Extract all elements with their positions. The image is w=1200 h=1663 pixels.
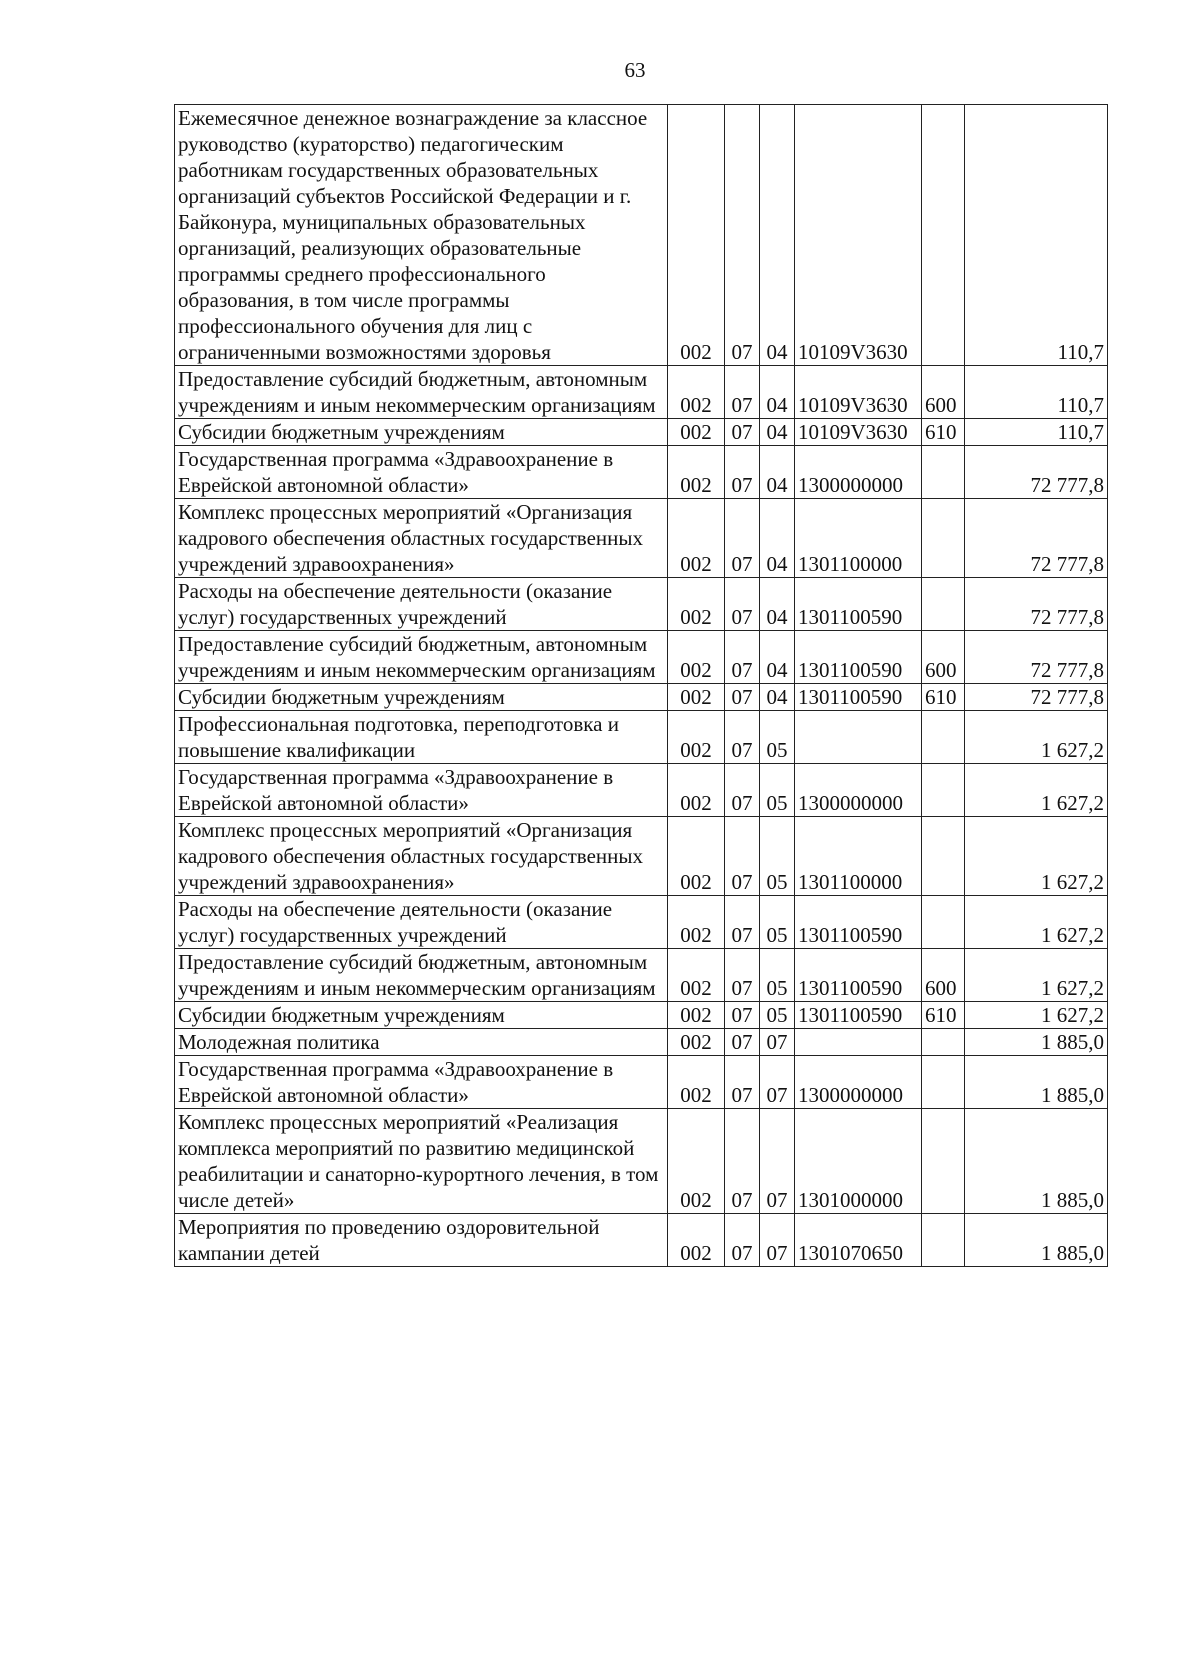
ministry-code: 002	[668, 1109, 725, 1214]
subsection-code: 07	[760, 1029, 795, 1056]
subsection-code: 04	[760, 419, 795, 446]
subsection-code: 04	[760, 578, 795, 631]
expense-type-code: 610	[922, 419, 965, 446]
section-code: 07	[725, 631, 760, 684]
ministry-code: 002	[668, 105, 725, 366]
subsection-code: 04	[760, 499, 795, 578]
amount: 72 777,8	[965, 684, 1108, 711]
target-article-code: 1301070650	[795, 1214, 922, 1267]
amount: 1 627,2	[965, 1002, 1108, 1029]
ministry-code: 002	[668, 366, 725, 419]
section-code: 07	[725, 446, 760, 499]
section-code: 07	[725, 105, 760, 366]
amount: 72 777,8	[965, 631, 1108, 684]
ministry-code: 002	[668, 1056, 725, 1109]
target-article-code: 1301100590	[795, 1002, 922, 1029]
subsection-code: 05	[760, 764, 795, 817]
budget-table-body	[175, 105, 1108, 1267]
amount: 110,7	[965, 419, 1108, 446]
target-article-code	[795, 1029, 922, 1056]
target-article-code: 1301100590	[795, 578, 922, 631]
section-code: 07	[725, 578, 760, 631]
section-code: 07	[725, 1214, 760, 1267]
target-article-code: 10109V3630	[795, 105, 922, 366]
table-row	[175, 1002, 1108, 1029]
target-article-code: 1301000000	[795, 1109, 922, 1214]
expense-type-code	[922, 711, 965, 764]
subsection-code: 07	[760, 1109, 795, 1214]
amount: 1 885,0	[965, 1109, 1108, 1214]
amount: 110,7	[965, 366, 1108, 419]
table-row	[175, 446, 1108, 499]
amount: 1 627,2	[965, 711, 1108, 764]
section-code: 07	[725, 684, 760, 711]
section-code: 07	[725, 711, 760, 764]
expense-type-code: 610	[922, 684, 965, 711]
subsection-code: 04	[760, 684, 795, 711]
subsection-code: 05	[760, 711, 795, 764]
row-description: Ежемесячное денежное вознаграждение за классное руководство (кураторство) педагогическим работникам государственных образовательных организаций субъектов Российской Федерации и г. Байконура, муниципальных образовательных организаций, реализующих образовательные программы среднего профессионального образования, в том числе программы профессионального обучения для лиц с ограниченными возможностями здоровья	[175, 105, 668, 366]
amount: 110,7	[965, 105, 1108, 366]
subsection-code: 04	[760, 105, 795, 366]
table-row	[175, 105, 1108, 366]
row-description: Субсидии бюджетным учреждениям	[175, 684, 668, 711]
section-code: 07	[725, 1029, 760, 1056]
target-article-code: 1301100590	[795, 684, 922, 711]
ministry-code: 002	[668, 578, 725, 631]
section-code: 07	[725, 896, 760, 949]
ministry-code: 002	[668, 1214, 725, 1267]
expense-type-code	[922, 896, 965, 949]
row-description: Комплекс процессных мероприятий «Организация кадрового обеспечения областных государственных учреждений здравоохранения»	[175, 817, 668, 896]
subsection-code: 04	[760, 366, 795, 419]
ministry-code: 002	[668, 684, 725, 711]
table-row	[175, 1056, 1108, 1109]
target-article-code: 1301100000	[795, 817, 922, 896]
row-description: Предоставление субсидий бюджетным, автономным учреждениям и иным некоммерческим организациям	[175, 631, 668, 684]
expense-type-code: 600	[922, 631, 965, 684]
target-article-code: 10109V3630	[795, 419, 922, 446]
table-row	[175, 949, 1108, 1002]
subsection-code: 07	[760, 1214, 795, 1267]
row-description: Профессиональная подготовка, переподготовка и повышение квалификации	[175, 711, 668, 764]
table-row	[175, 419, 1108, 446]
subsection-code: 05	[760, 1002, 795, 1029]
table-row	[175, 711, 1108, 764]
expense-type-code: 610	[922, 1002, 965, 1029]
ministry-code: 002	[668, 817, 725, 896]
ministry-code: 002	[668, 446, 725, 499]
amount: 72 777,8	[965, 499, 1108, 578]
section-code: 07	[725, 1109, 760, 1214]
expense-type-code	[922, 446, 965, 499]
subsection-code: 04	[760, 446, 795, 499]
expense-type-code	[922, 1056, 965, 1109]
table-row	[175, 578, 1108, 631]
ministry-code: 002	[668, 419, 725, 446]
expense-type-code	[922, 817, 965, 896]
section-code: 07	[725, 366, 760, 419]
expense-type-code	[922, 105, 965, 366]
ministry-code: 002	[668, 764, 725, 817]
row-description: Государственная программа «Здравоохранение в Еврейской автономной области»	[175, 446, 668, 499]
table-row	[175, 631, 1108, 684]
subsection-code: 07	[760, 1056, 795, 1109]
amount: 1 885,0	[965, 1214, 1108, 1267]
ministry-code: 002	[668, 896, 725, 949]
row-description: Комплекс процессных мероприятий «Организация кадрового обеспечения областных государственных учреждений здравоохранения»	[175, 499, 668, 578]
target-article-code: 1301100590	[795, 896, 922, 949]
table-row	[175, 684, 1108, 711]
section-code: 07	[725, 764, 760, 817]
amount: 1 885,0	[965, 1029, 1108, 1056]
table-row	[175, 366, 1108, 419]
ministry-code: 002	[668, 1002, 725, 1029]
target-article-code: 1301100000	[795, 499, 922, 578]
table-row	[175, 817, 1108, 896]
row-description: Субсидии бюджетным учреждениям	[175, 1002, 668, 1029]
table-row	[175, 896, 1108, 949]
table-row	[175, 764, 1108, 817]
table-row	[175, 1109, 1108, 1214]
row-description: Государственная программа «Здравоохранение в Еврейской автономной области»	[175, 1056, 668, 1109]
subsection-code: 05	[760, 949, 795, 1002]
row-description: Молодежная политика	[175, 1029, 668, 1056]
expense-type-code	[922, 1029, 965, 1056]
target-article-code: 1300000000	[795, 446, 922, 499]
row-description: Субсидии бюджетным учреждениям	[175, 419, 668, 446]
expense-type-code	[922, 578, 965, 631]
target-article-code	[795, 711, 922, 764]
subsection-code: 04	[760, 631, 795, 684]
section-code: 07	[725, 949, 760, 1002]
ministry-code: 002	[668, 631, 725, 684]
row-description: Предоставление субсидий бюджетным, автономным учреждениям и иным некоммерческим организациям	[175, 949, 668, 1002]
target-article-code: 1301100590	[795, 631, 922, 684]
amount: 1 627,2	[965, 949, 1108, 1002]
ministry-code: 002	[668, 949, 725, 1002]
amount: 1 885,0	[965, 1056, 1108, 1109]
page-number: 63	[624, 58, 646, 82]
expense-type-code	[922, 1109, 965, 1214]
section-code: 07	[725, 817, 760, 896]
ministry-code: 002	[668, 1029, 725, 1056]
row-description: Расходы на обеспечение деятельности (оказание услуг) государственных учреждений	[175, 896, 668, 949]
row-description: Предоставление субсидий бюджетным, автономным учреждениям и иным некоммерческим организациям	[175, 366, 668, 419]
table-row	[175, 1214, 1108, 1267]
row-description: Мероприятия по проведению оздоровительной кампании детей	[175, 1214, 668, 1267]
target-article-code: 1301100590	[795, 949, 922, 1002]
amount: 1 627,2	[965, 896, 1108, 949]
row-description: Государственная программа «Здравоохранение в Еврейской автономной области»	[175, 764, 668, 817]
expense-type-code: 600	[922, 366, 965, 419]
section-code: 07	[725, 1002, 760, 1029]
expense-type-code: 600	[922, 949, 965, 1002]
amount: 72 777,8	[965, 446, 1108, 499]
row-description: Расходы на обеспечение деятельности (оказание услуг) государственных учреждений	[175, 578, 668, 631]
table-row	[175, 499, 1108, 578]
expense-type-code	[922, 1214, 965, 1267]
budget-table	[174, 104, 1108, 1267]
expense-type-code	[922, 499, 965, 578]
ministry-code: 002	[668, 711, 725, 764]
section-code: 07	[725, 419, 760, 446]
section-code: 07	[725, 1056, 760, 1109]
row-description: Комплекс процессных мероприятий «Реализация комплекса мероприятий по развитию медицинской реабилитации и санаторно-курортного лечения, в том числе детей»	[175, 1109, 668, 1214]
section-code: 07	[725, 499, 760, 578]
subsection-code: 05	[760, 817, 795, 896]
expense-type-code	[922, 764, 965, 817]
target-article-code: 1300000000	[795, 1056, 922, 1109]
amount: 72 777,8	[965, 578, 1108, 631]
ministry-code: 002	[668, 499, 725, 578]
subsection-code: 05	[760, 896, 795, 949]
table-row	[175, 1029, 1108, 1056]
amount: 1 627,2	[965, 764, 1108, 817]
target-article-code: 10109V3630	[795, 366, 922, 419]
target-article-code: 1300000000	[795, 764, 922, 817]
amount: 1 627,2	[965, 817, 1108, 896]
